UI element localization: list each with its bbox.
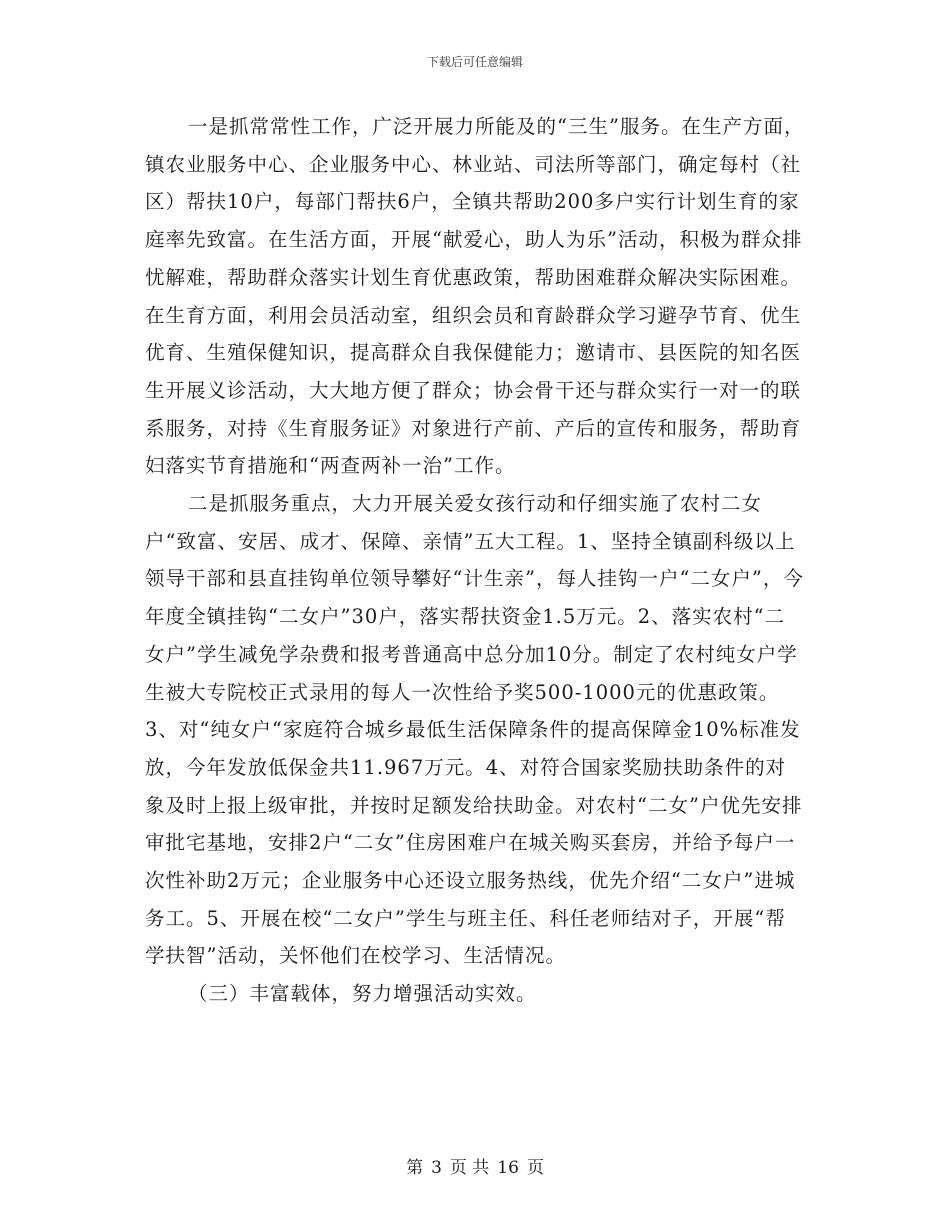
paragraph-2: 二是抓服务重点，大力开展关爱女孩行动和仔细实施了农村二女户“致富、安居、成才、保障、亲情”五大工程。1、坚持全镇副科级以上领导干部和县直挂钩单位领导攀好“计生亲”，每人挂钩一户“二女户”，今年度全镇挂钩“二女户”30户，落实帮扶资金1.5万元。2、落实农村“二女户”学生减免学杂费和报考普通高中总分加10分。制定了农村纯女户学生被大专院校正式录用的每人一次性给予奖500-1000元的优惠政策。3、对“纯女户“家庭符合城乡最低生活保障条件的提高保障金10%标准发放，今年发放低保金共11.967万元。4、对符合国家奖励扶助条件的对象及时上报上级审批，并按时足额发给扶助金。对农村“二女”户优先安排审批宅基地，安排2户“二女”住房困难户在城关购买套房，并给予每户一次性补助2万元；企业服务中心还设立服务热线，优先介绍“二女户”进城务工。5、开展在校“二女户”学生与班主任、科任老师结对子，开展“帮学扶智”活动，关怀他们在校学习、生活情况。 xyxy=(145,492,804,968)
footer-suffix: 页 xyxy=(526,1158,544,1178)
page-header: 下载后可任意编辑 xyxy=(426,55,523,69)
paragraph-1: 一是抓常常性工作，广泛开展力所能及的“三生”服务。在生产方面，镇农业服务中心、企业服务中心、林业站、司法所等部门，确定每村（社区）帮扶10户，每部门帮扶6户，全镇共帮助200多户实行计划生育的家庭率先致富。在生活方面，开展“献爱心，助人为乐”活动，积极为群众排忧解难，帮助群众落实计划生育优惠政策，帮助困难群众解决实际困难。在生育方面，利用会员活动室，组织会员和育龄群众学习避孕节育、优生优育、生殖保健知识，提高群众自我保健能力；邀请市、县医院的知名医生开展义诊活动，大大地方便了群众；协会骨干还与群众实行一对一的联系服务，对持《生育服务证》对象进行产前、产后的宣传和服务，帮助育妇落实节育措施和“两查两补一治”工作。 xyxy=(145,115,805,478)
page-total: 16 xyxy=(497,1158,519,1178)
footer-middle: 页 共 xyxy=(449,1158,490,1178)
page-footer xyxy=(0,1153,950,1178)
paragraph-3: （三）丰富载体，努力增强活动实效。 xyxy=(188,982,537,1006)
footer-prefix: 第 xyxy=(406,1158,424,1178)
page-number: 3 xyxy=(431,1158,442,1178)
document-body xyxy=(145,108,805,1013)
